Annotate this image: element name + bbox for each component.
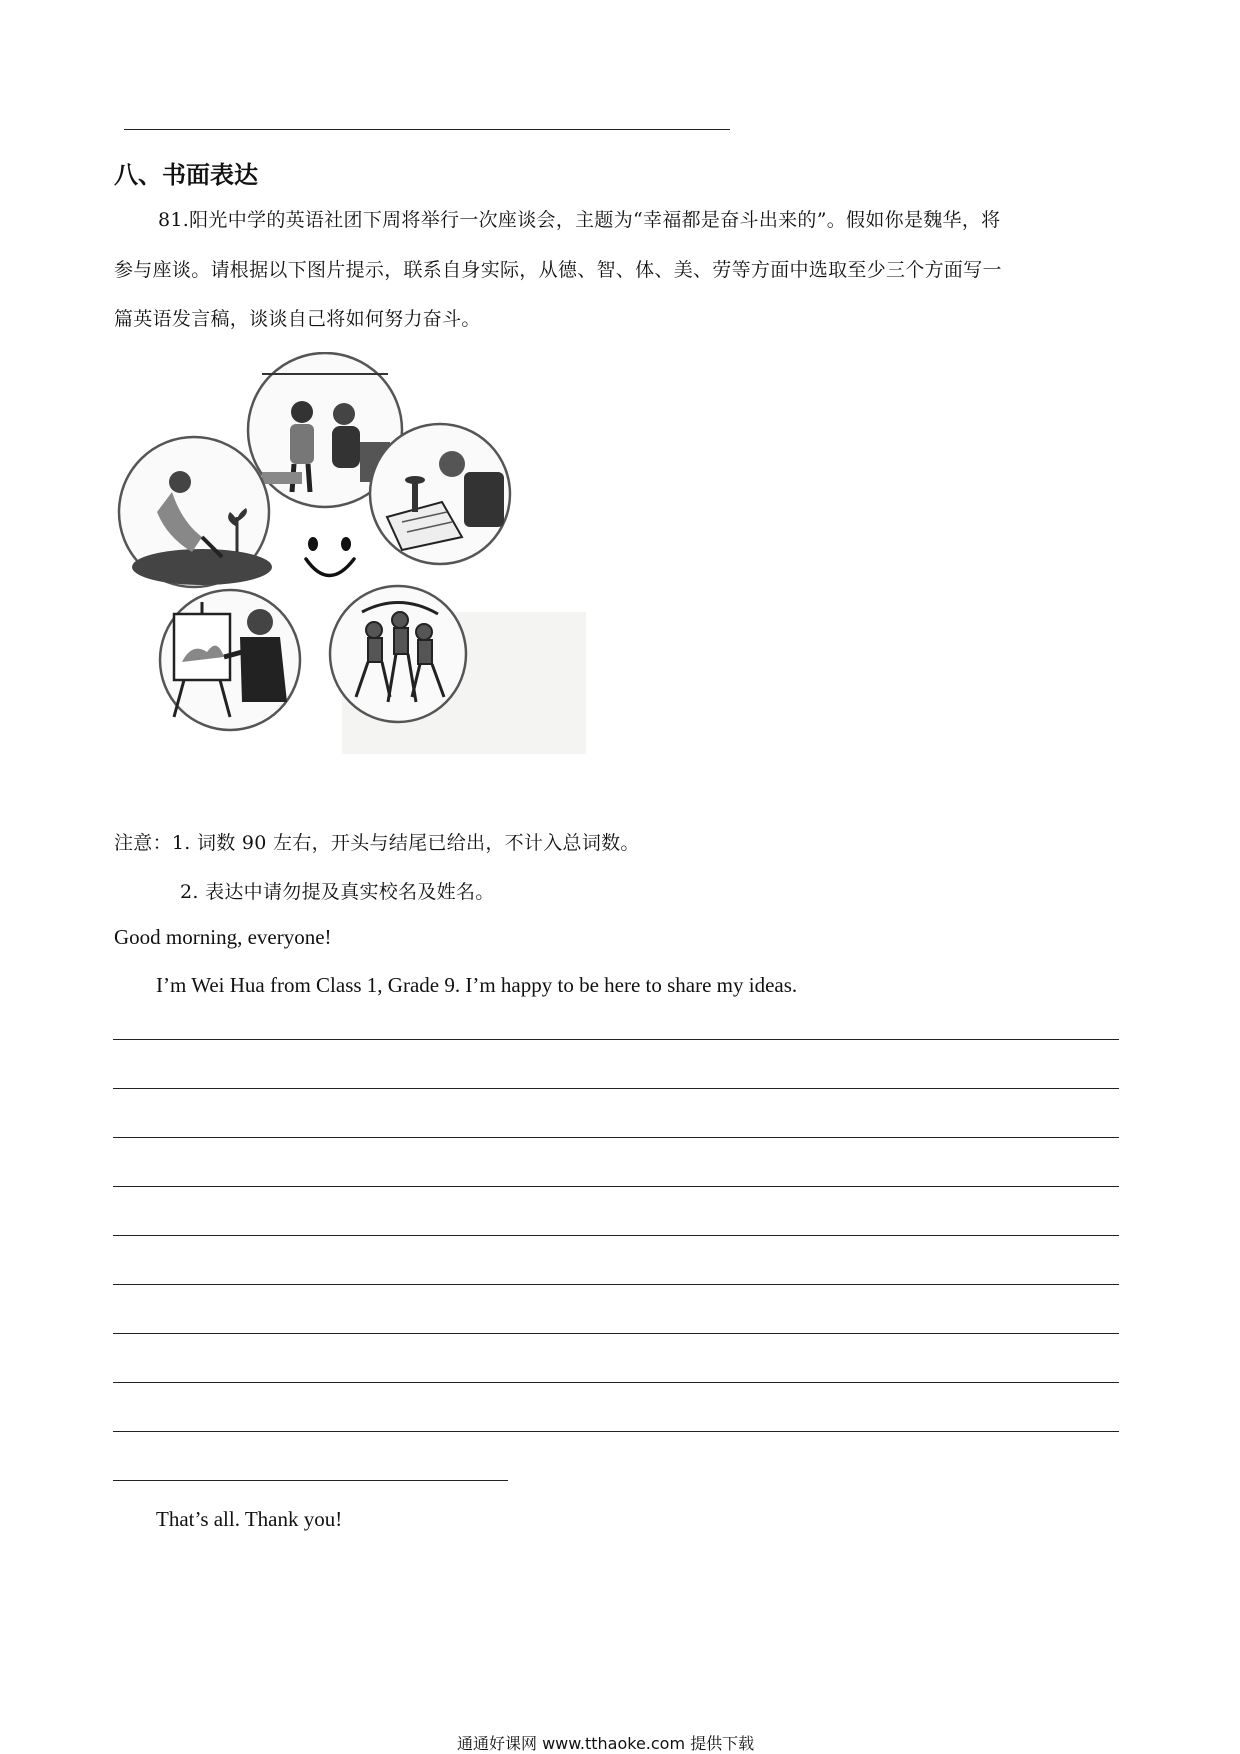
note-2: 2. 表达中请勿提及真实校名及姓名。 [180, 881, 495, 903]
prompt-illustration [112, 352, 586, 754]
answer-line [124, 129, 730, 130]
question-line-3: 篇英语发言稿，谈谈自己将如何努力奋斗。 [114, 308, 481, 330]
painting-picture [160, 590, 300, 730]
planting-picture [119, 437, 272, 587]
footer-text: 通通好课网 www.tthaoke.com 提供下载 [457, 1734, 755, 1753]
question-line-2: 参与座谈。请根据以下图片提示，联系自身实际，从德、智、体、美、劳等方面中选取至少三个方面写一 [114, 259, 1002, 281]
writing-line [113, 1284, 1119, 1285]
essay-closing: That’s all. Thank you! [156, 1507, 343, 1531]
writing-line [113, 1382, 1119, 1383]
writing-line [113, 1137, 1119, 1138]
writing-line-short [113, 1480, 508, 1481]
essay-intro: I’m Wei Hua from Class 1, Grade 9. I’m happy to be here to share my ideas. [156, 973, 798, 997]
question-line-1: 81.阳光中学的英语社团下周将举行一次座谈会，主题为“幸福都是奋斗出来的”。假如你是魏华，将 [158, 209, 1001, 231]
writing-line [113, 1039, 1119, 1040]
exercising-picture [330, 586, 466, 722]
writing-line [113, 1088, 1119, 1089]
writing-line [113, 1431, 1119, 1432]
writing-line [113, 1235, 1119, 1236]
studying-picture [370, 424, 510, 564]
note-1: 注意：1. 词数 90 左右，开头与结尾已给出，不计入总词数。 [114, 832, 640, 854]
writing-line [113, 1186, 1119, 1187]
writing-line [113, 1333, 1119, 1334]
essay-greeting: Good morning, everyone! [114, 925, 332, 949]
section-heading: 八、书面表达 [114, 161, 258, 189]
